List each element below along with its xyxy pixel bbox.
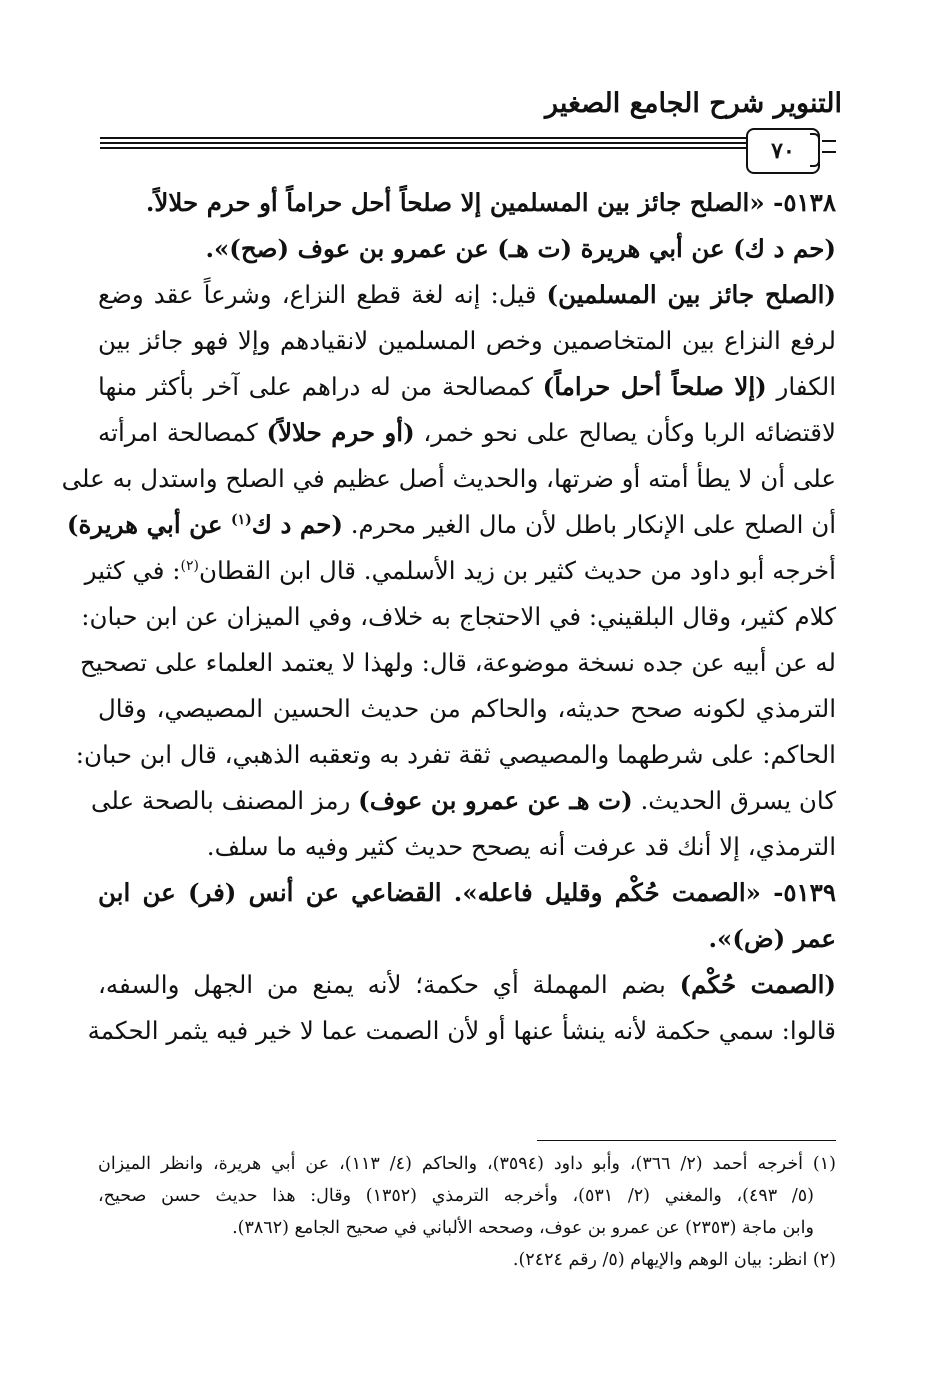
text-line xyxy=(79,640,836,686)
bold-text: (إلا صلحاً أحل حراماً) xyxy=(542,372,767,401)
text-segment: على أن لا يطأ أمته أو ضرتها، والحديث أصل عظيم في الصلح واستدل به على xyxy=(61,464,836,493)
text-segment: الحاكم: على شرطهما والمصيصي ثقة تفرد به وتعقبه الذهبي، قال ابن حبان: xyxy=(75,740,836,769)
text-segment: لرفع النزاع بين المتخاصمين وخص المسلمين لانقيادهم وإلا فهو جائز بين xyxy=(98,326,836,355)
bold-text: (الصلح جائز بين المسلمين) xyxy=(546,280,836,309)
footnote-line: (٥/ ٤٩٣)، والمغني (٢/ ٥٣١)، وأخرجه الترمذي (١٣٥٢) وقال: هذا حديث حسن صحيح، xyxy=(98,1186,814,1206)
running-header-title: التنوير شرح الجامع الصغير xyxy=(545,88,842,119)
bold-text: ٥١٣٩- «الصمت حُكْم وقليل فاعله». القضاعي عن أنس (فر) عن ابن xyxy=(98,878,836,907)
header-rule-top xyxy=(100,137,752,139)
bold-text: (حم د ك xyxy=(251,510,343,539)
text-line xyxy=(98,272,836,318)
page-number-box xyxy=(746,128,820,174)
text-segment: بضم المهملة أي حكمة؛ لأنه يمنع من الجهل والسفه، xyxy=(98,970,680,999)
bold-text: (الصمت حُكْم) xyxy=(679,970,837,999)
text-line xyxy=(98,824,836,870)
bold-text: (ت هـ عن عمرو بن عوف) xyxy=(358,786,633,815)
text-line xyxy=(61,456,836,502)
text-line xyxy=(66,502,836,548)
text-segment: الكفار xyxy=(766,372,836,401)
page-number-ornament xyxy=(810,133,820,167)
bold-text: عمر (ض)». xyxy=(708,924,836,953)
text-segment: : في كثير xyxy=(84,556,181,585)
text-line xyxy=(98,180,836,226)
text-line xyxy=(81,594,836,640)
text-segment: أن الصلح على الإنكار باطل لأن مال الغير محرم. xyxy=(342,510,836,539)
text-segment: كلام كثير، وقال البلقيني: في الاحتجاج به خلاف، وفي الميزان عن ابن حبان: xyxy=(81,602,836,631)
text-line xyxy=(84,548,836,594)
bold-text: عن أبي هريرة) xyxy=(66,510,231,539)
footnote-separator xyxy=(537,1140,836,1141)
bold-text: ٥١٣٨- «الصلح جائز بين المسلمين إلا صلحاً أحل حراماً أو حرم حلالاً. xyxy=(145,188,836,217)
header-rule-bottom xyxy=(100,147,752,149)
text-line xyxy=(87,1008,836,1054)
text-segment: كان يسرق الحديث. xyxy=(632,786,836,815)
text-segment: رمز المصنف بالصحة على xyxy=(90,786,359,815)
text-line xyxy=(98,916,836,962)
footnote-marker: (٢) xyxy=(180,557,199,574)
page-number-tail xyxy=(822,140,836,153)
text-line xyxy=(98,686,836,732)
footnote-line: (١) أخرجه أحمد (٢/ ٣٦٦)، وأبو داود (٣٥٩٤)، والحاكم (٤/ ١١٣)، عن أبي هريرة، وانظر الميزان xyxy=(98,1154,836,1174)
main-text xyxy=(61,180,837,1054)
text-line xyxy=(98,364,836,410)
text-line xyxy=(98,962,836,1008)
text-line xyxy=(98,410,836,456)
footnote-line: وابن ماجة (٢٣٥٣) عن عمرو بن عوف، وصححه الألباني في صحيح الجامع (٣٨٦٢). xyxy=(232,1218,814,1238)
text-segment: كمصالحة من له دراهم على آخر بأكثر منها xyxy=(98,372,543,401)
text-line xyxy=(75,732,836,778)
footnotes xyxy=(98,1148,836,1276)
text-line xyxy=(98,870,836,916)
text-segment: قالوا: سمي حكمة لأنه ينشأ عنها أو لأن الصمت عما لا خير فيه يثمر الحكمة xyxy=(87,1016,836,1045)
footnote-line: (٢) انظر: بيان الوهم والإيهام (٥/ رقم ٢٤٢٤). xyxy=(512,1250,836,1270)
page-number: ٧٠ xyxy=(771,138,795,164)
text-segment: الترمذي لكونه صحح حديثه، والحاكم من حديث الحسين المصيصي، وقال xyxy=(98,694,836,723)
text-segment: له عن أبيه عن جده نسخة موضوعة، قال: ولهذا لا يعتمد العلماء على تصحيح xyxy=(79,648,836,677)
text-segment: الترمذي، إلا أنك قد عرفت أنه يصحح حديث كثير وفيه ما سلف. xyxy=(206,832,836,861)
bold-text: (أو حرم حلالاً) xyxy=(266,418,415,447)
text-line xyxy=(98,226,836,272)
text-line xyxy=(90,778,836,824)
text-segment: كمصالحة امرأته xyxy=(98,418,267,447)
bold-text: (حم د ك) عن أبي هريرة (ت هـ) عن عمرو بن عوف (صح)». xyxy=(205,234,836,263)
text-segment: قيل: إنه لغة قطع النزاع، وشرعاً عقد وضع xyxy=(98,280,547,309)
header-rule-middle xyxy=(100,142,752,144)
text-segment: أخرجه أبو داود من حديث كثير بن زيد الأسلمي. قال ابن القطان xyxy=(198,556,836,585)
text-segment: لاقتضائه الربا وكأن يصالح على نحو خمر، xyxy=(414,418,836,447)
footnote-marker: (١) xyxy=(230,511,252,528)
text-line xyxy=(98,318,836,364)
